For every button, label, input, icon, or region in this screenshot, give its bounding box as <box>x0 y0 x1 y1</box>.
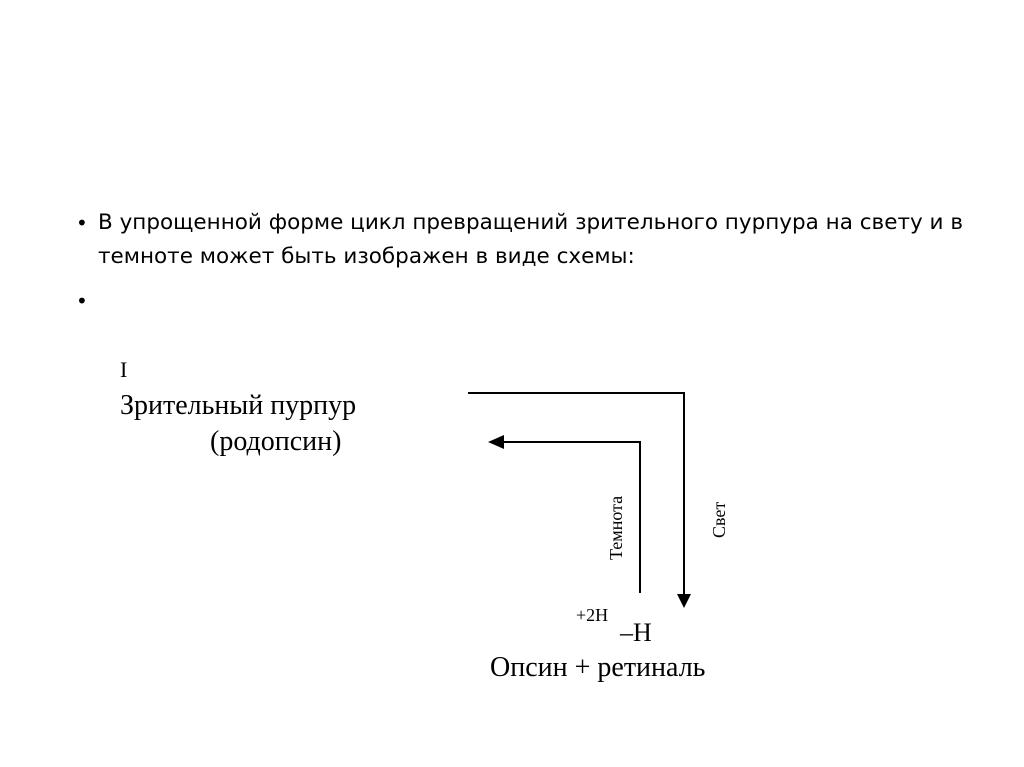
top-compound-name: Зрительный пурпур <box>120 390 357 421</box>
label-minus-h: –H <box>620 618 652 647</box>
cursor-mark: I <box>120 357 128 382</box>
label-dark: Темнота <box>606 495 626 560</box>
light-arrow-head <box>677 594 691 608</box>
light-arrow-line <box>468 393 684 598</box>
bullet-marker: • <box>76 289 88 313</box>
bottom-compound-name: Опсин + ретиналь <box>490 652 706 683</box>
label-plus-2h: +2H <box>576 605 609 625</box>
top-compound-alt-name: (родопсин) <box>210 426 342 457</box>
bullet-text: В упрощенной форме цикл превращений зрительного пурпура на свету и в темноте может быть изображен в виде схемы: <box>98 210 964 269</box>
label-light: Свет <box>709 501 729 538</box>
bullet-marker: • <box>76 211 88 235</box>
dark-arrow-head <box>488 435 504 449</box>
